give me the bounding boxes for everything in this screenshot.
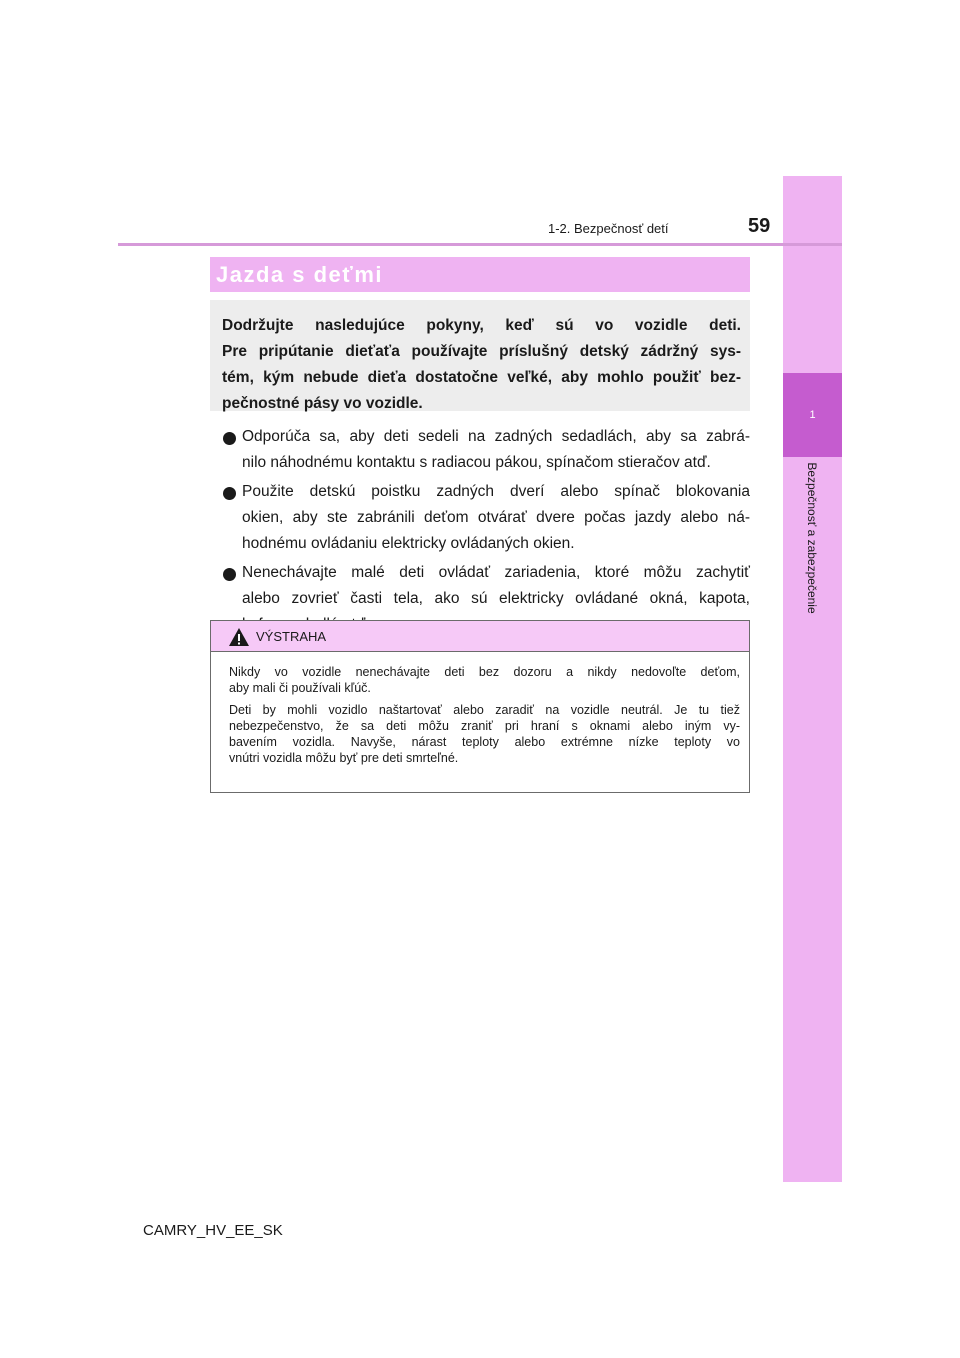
bullet-line: nilo náhodnému kontaktu s radiacou pákou, spínačom stieračov atď. <box>242 454 711 471</box>
header-section-title: 1-2. Bezpečnosť detí <box>548 221 669 236</box>
bullet-dot-icon <box>223 487 236 500</box>
intro-line: Pre pripútanie dieťaťa používajte príslušný detský zádržný sys- <box>222 343 741 360</box>
intro-line: tém, kým nebude dieťa dostatočne veľké, aby mohlo použiť bez- <box>222 369 741 386</box>
bullet-dot-icon <box>223 568 236 581</box>
chapter-number: 1 <box>783 373 842 457</box>
bullet-item <box>222 479 750 557</box>
bullet-dot-icon <box>223 432 236 445</box>
bullet-line: Nenechávajte malé deti ovládať zariadenia, ktoré môžu zachytiť <box>242 564 750 581</box>
bullet-line: Použite detskú poistku zadných dverí alebo spínač blokovania <box>242 483 750 500</box>
warning-line: bavením vozidla. Navyše, nárast teploty alebo extrémne nízke teploty vo <box>229 735 740 749</box>
warning-box <box>210 620 750 793</box>
chapter-title-text: Bezpečnosť a zabezpečenie <box>805 462 819 614</box>
chapter-side-tab <box>783 176 842 1182</box>
intro-line: pečnostné pásy vo vozidle. <box>222 395 423 412</box>
footer-document-code: CAMRY_HV_EE_SK <box>143 1222 283 1239</box>
warning-paragraph <box>229 664 740 696</box>
bullet-list <box>222 424 750 641</box>
section-title-bar <box>210 257 750 292</box>
bullet-line: alebo zovrieť časti tela, ako sú elektricky ovládané okná, kapota, <box>242 590 750 607</box>
warning-body <box>229 664 740 772</box>
section-title: Jazda s deťmi <box>216 262 383 287</box>
warning-line: vnútri vozidla môžu byť pre deti smrteľné. <box>229 751 459 765</box>
page-number: 59 <box>748 215 771 237</box>
bullet-line: okien, aby ste zabránili deťom otvárať dvere počas jazdy alebo ná- <box>242 509 750 526</box>
header-rule <box>118 243 842 246</box>
bullet-line: Odporúča sa, aby deti sedeli na zadných sedadlách, aby sa zabrá- <box>242 428 750 445</box>
warning-header <box>211 621 749 652</box>
warning-line: Deti by mohli vozidlo naštartovať alebo zaradiť na vozidle neutrál. Je tu tiež <box>229 703 740 717</box>
warning-line: aby mali či používali kľúč. <box>229 681 371 695</box>
warning-paragraph <box>229 702 740 766</box>
intro-line: Dodržujte nasledujúce pokyny, keď sú vo vozidle deti. <box>222 317 741 334</box>
warning-triangle-icon <box>228 627 250 647</box>
bullet-line: hodnému ovládaniu elektricky ovládaných okien. <box>242 535 575 552</box>
warning-line: Nikdy vo vozidle nenechávajte deti bez dozoru a nikdy nedovoľte deťom, <box>229 665 740 679</box>
bullet-item <box>222 424 750 476</box>
intro-box <box>210 300 750 411</box>
warning-line: nebezpečenstvo, že sa deti môžu zraniť pri hraní s oknami alebo iným vy- <box>229 719 740 733</box>
warning-title: VÝSTRAHA <box>256 629 327 644</box>
